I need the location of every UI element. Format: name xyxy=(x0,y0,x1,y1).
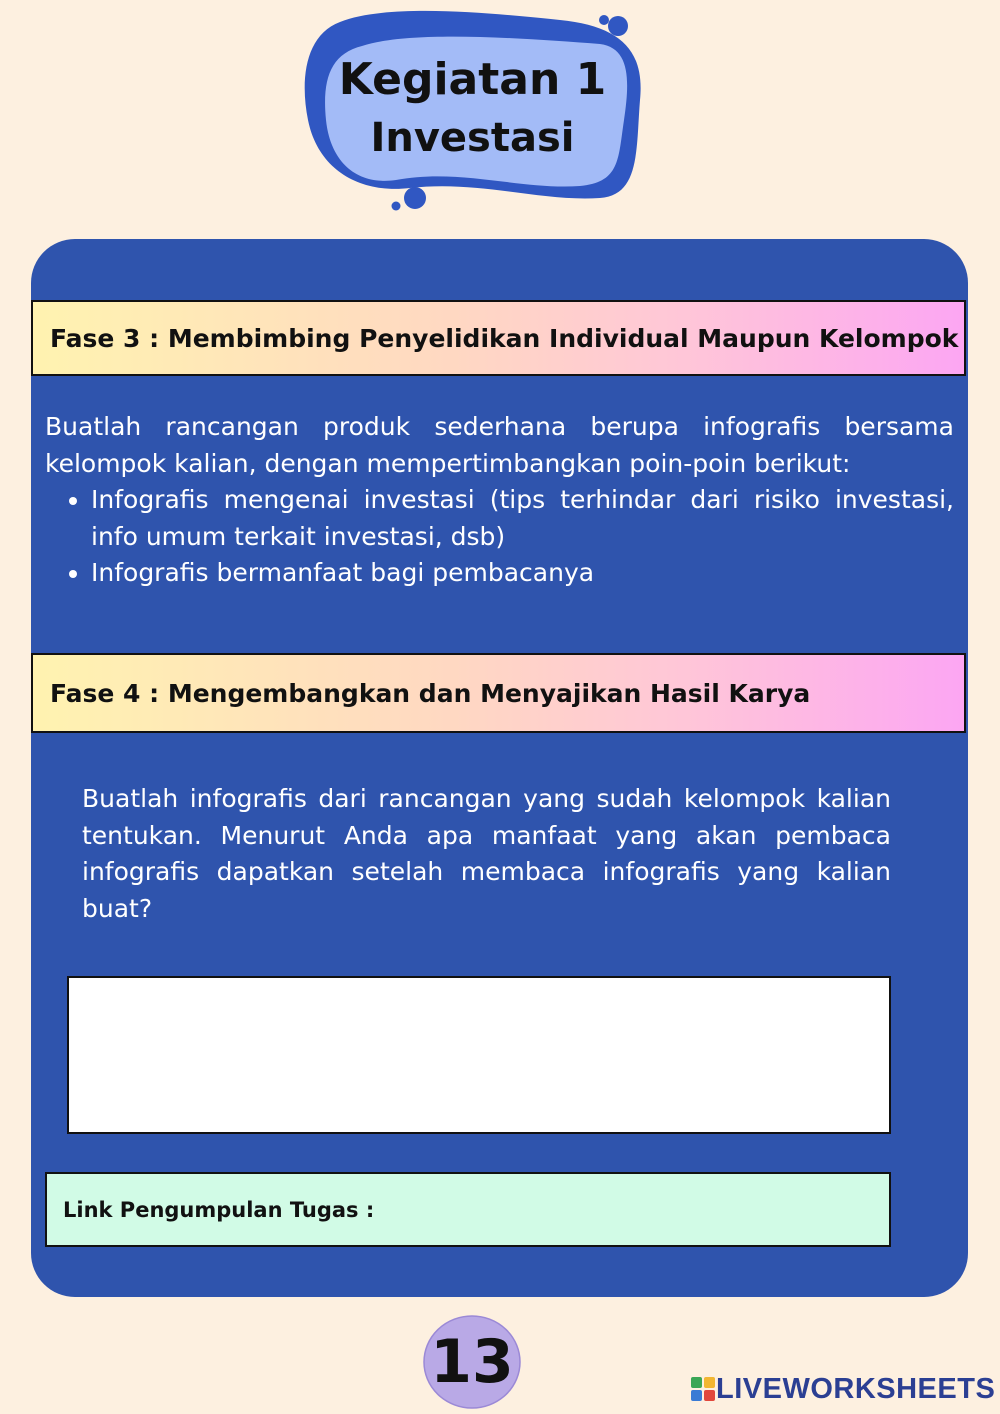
page-number: 13 xyxy=(430,1327,514,1397)
phase3-bullet: • Infografis mengenai investasi (tips terhindar dari risiko investasi, info umum terkait investasi, dsb) xyxy=(91,482,954,555)
submission-link-field[interactable] xyxy=(45,1172,891,1247)
liveworksheets-logo xyxy=(690,1372,995,1406)
content-panel xyxy=(31,239,968,1297)
phase4-question xyxy=(82,781,891,927)
answer-input-box[interactable] xyxy=(67,976,891,1134)
phase3-bullet: • Infografis bermanfaat bagi pembacanya xyxy=(91,555,954,592)
page-title xyxy=(300,52,645,168)
submission-link-label: Link Pengumpulan Tugas : xyxy=(63,1197,375,1222)
phase4-heading: Fase 4 : Mengembangkan dan Menyajikan Hasil Karya xyxy=(31,653,966,733)
phase4-question-text: Buatlah infografis dari rancangan yang sudah kelompok kalian tentukan. Menurut Anda apa manfaat yang akan pembaca infografis dapatkan setelah membaca infografis yang kalian buat? xyxy=(82,784,891,923)
title-line-2: Investasi xyxy=(370,115,575,161)
phase3-heading: Fase 3 : Membimbing Penyelidikan Individual Maupun Kelompok xyxy=(31,300,966,376)
title-line-1: Kegiatan 1 xyxy=(338,54,607,105)
phase3-intro: Buatlah rancangan produk sederhana berupa infografis bersama kelompok kalian, dengan mempertimbangkan poin-poin berikut: xyxy=(45,412,954,478)
phase3-body xyxy=(45,409,954,592)
liveworksheets-logo-icon xyxy=(690,1376,716,1402)
phase3-bullet-list xyxy=(45,482,954,592)
liveworksheets-logo-text: LIVEWORKSHEETS xyxy=(716,1372,996,1405)
